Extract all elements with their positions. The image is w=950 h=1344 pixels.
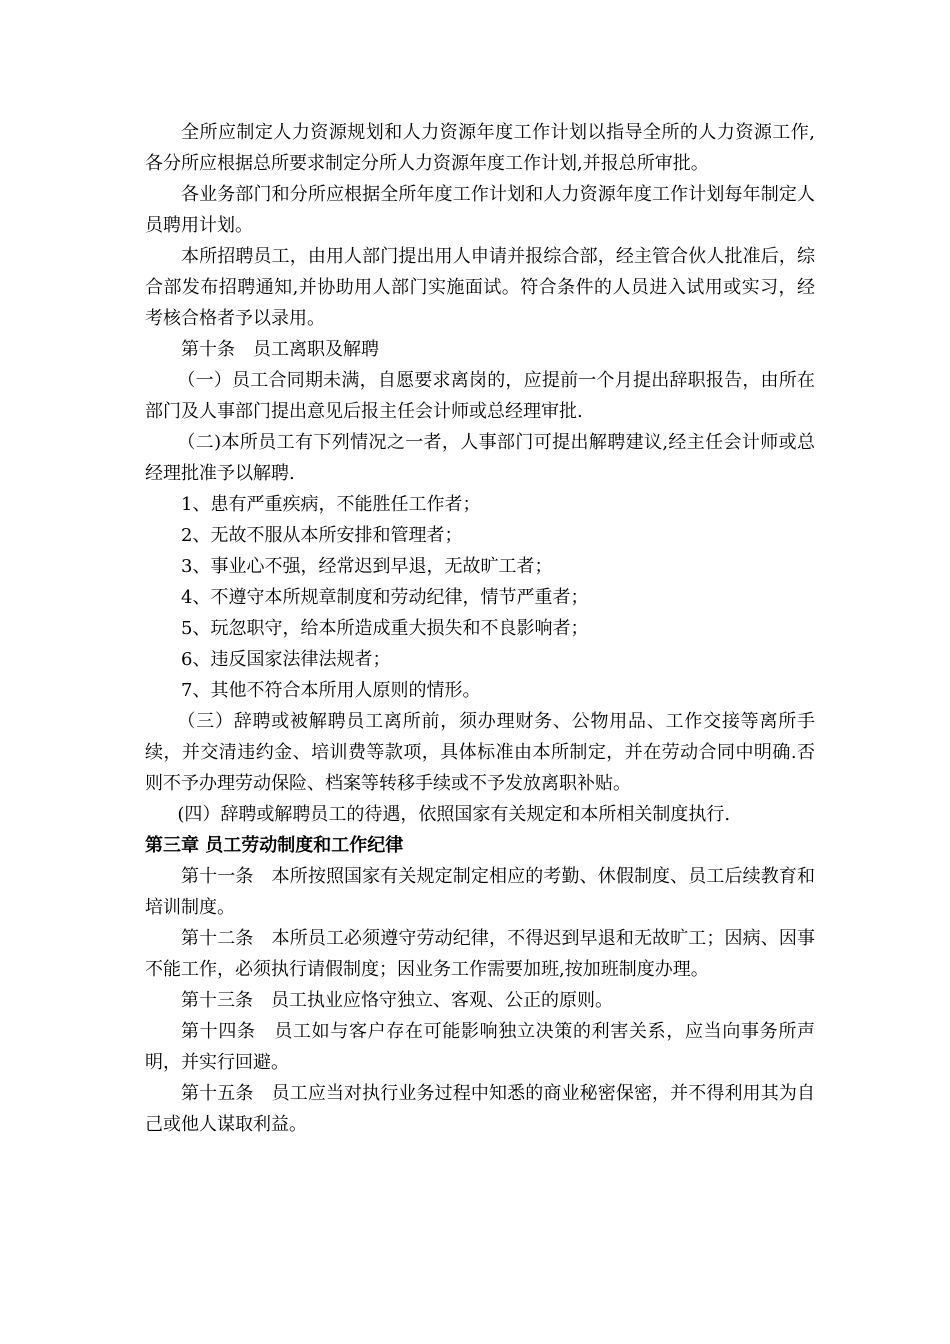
- list-item: 7、其他不符合本所用人原则的情形。: [181, 680, 481, 701]
- document-page: [145, 117, 815, 1140]
- clause-3-leaving-procedures: （三）辞聘或被解聘员工离所前，须办理财务、公物用品、工作交接等离所手续，并交清违约金、培训费等款项，具体标准由本所制定，并在劳动合同中明确.否则不予办理劳动保险、档案等转移手续或不予发放离职补贴。: [145, 711, 815, 794]
- list-item: 2、无故不服从本所安排和管理者；: [181, 525, 463, 546]
- article-13: 第十三条 员工执业应恪守独立、客观、公正的原则。: [181, 990, 613, 1011]
- article-12: 第十二条 本所员工必须遵守劳动纪律，不得迟到早退和无故旷工；因病、因事不能工作，必须执行请假制度；因业务工作需要加班,按加班制度办理。: [145, 928, 815, 980]
- list-item: 5、玩忽职守，给本所造成重大损失和不良影响者；: [181, 618, 589, 639]
- list-item: 3、事业心不强，经常迟到早退，无故旷工者；: [181, 556, 553, 577]
- paragraph-hiring-plan: 各业务部门和分所应根据全所年度工作计划和人力资源年度工作计划每年制定人员聘用计划。: [145, 184, 815, 236]
- clause-2-dismissal: （二)本所员工有下列情况之一者，人事部门可提出解聘建议,经主任会计师或总经理批准予以解聘.: [145, 432, 815, 484]
- article-11: 第十一条 本所按照国家有关规定制定相应的考勤、休假制度、员工后续教育和培训制度。: [145, 866, 815, 918]
- list-item: 4、不遵守本所规章制度和劳动纪律，情节严重者；: [181, 587, 589, 608]
- paragraph-recruitment: 本所招聘员工，由用人部门提出用人申请并报综合部，经主管合伙人批准后，综合部发布招聘通知,并协助用人部门实施面试。符合条件的人员进入试用或实习，经考核合格者予以录用。: [145, 246, 815, 329]
- article-10-title: 第十条 员工离职及解聘: [181, 339, 379, 360]
- article-15: 第十五条 员工应当对执行业务过程中知悉的商业秘密保密，并不得利用其为自己或他人谋取利益。: [145, 1083, 815, 1135]
- paragraph-hr-planning: 全所应制定人力资源规划和人力资源年度工作计划以指导全所的人力资源工作,各分所应根据总所要求制定分所人力资源年度工作计划,并报总所审批。: [145, 122, 815, 174]
- chapter-3-heading: 第三章 员工劳动制度和工作纪律: [145, 835, 404, 856]
- clause-1-resignation: （一）员工合同期未满，自愿要求离岗的，应提前一个月提出辞职报告，由所在部门及人事部门提出意见后报主任会计师或总经理审批.: [145, 370, 815, 422]
- clause-4-treatment: (四）辞聘或解聘员工的待遇，依照国家有关规定和本所相关制度执行.: [177, 804, 731, 825]
- article-14: 第十四条 员工如与客户存在可能影响独立决策的利害关系，应当向事务所声明，并实行回避。: [145, 1021, 815, 1073]
- list-item: 6、违反国家法律法规者；: [181, 649, 391, 670]
- list-item: 1、患有严重疾病，不能胜任工作者；: [181, 494, 481, 515]
